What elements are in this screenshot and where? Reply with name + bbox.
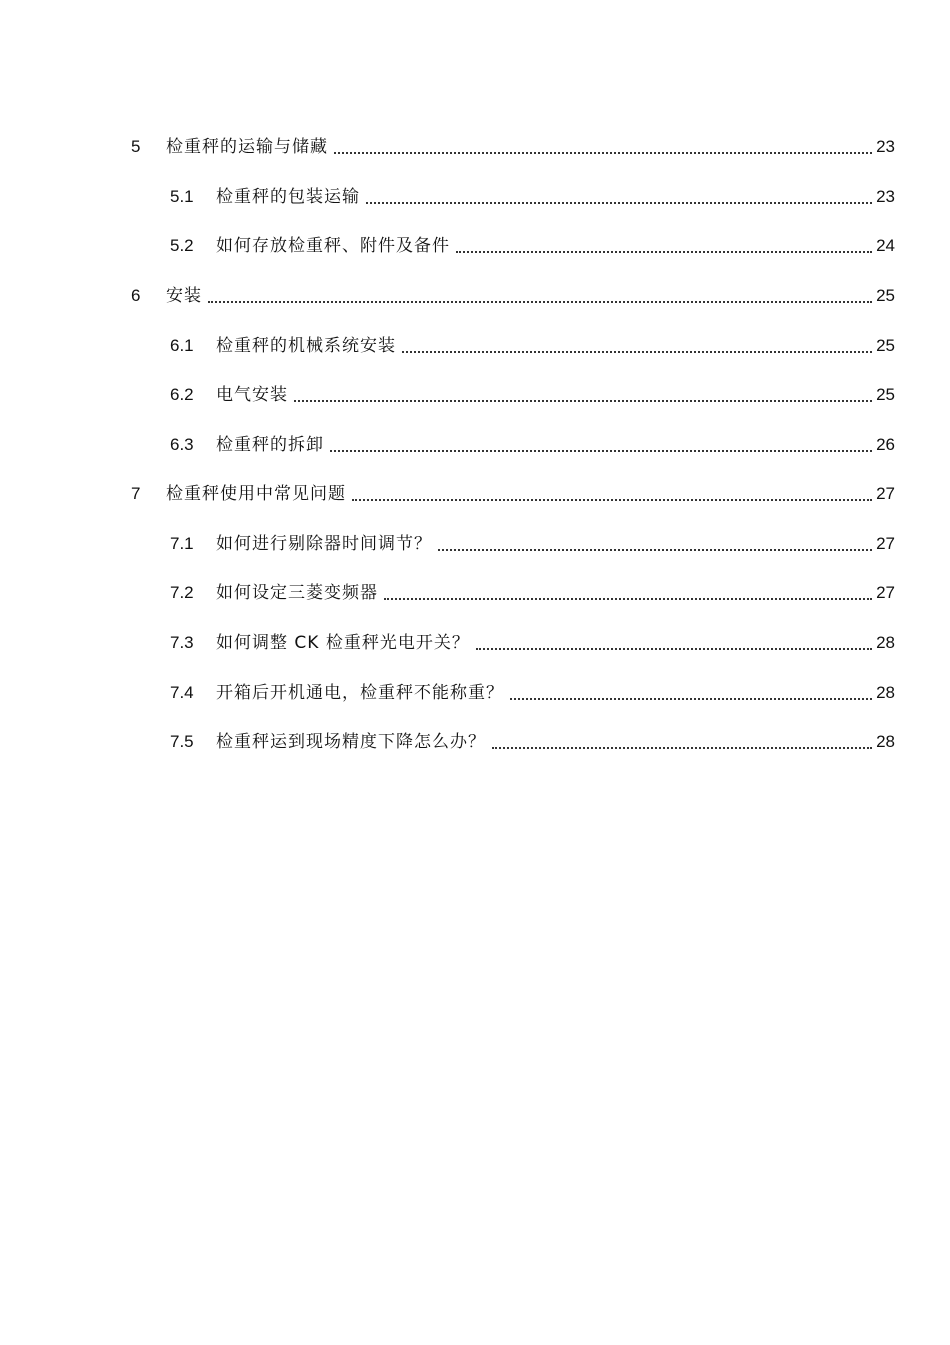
- toc-entry-page: 25: [876, 336, 895, 355]
- toc-entry-page: 28: [876, 683, 895, 702]
- toc-entry[interactable]: [170, 185, 895, 209]
- toc-dot-leader: [294, 400, 872, 402]
- toc-entry-title: 开箱后开机通电，检重秤不能称重？: [216, 683, 504, 703]
- toc-entry-title: 检重秤运到现场精度下降怎么办？: [216, 732, 486, 752]
- toc-dot-leader: [208, 301, 872, 303]
- toc-entry-number: 6: [131, 286, 141, 305]
- toc-entry-number: 5: [131, 137, 141, 156]
- toc-dot-leader: [366, 202, 872, 204]
- toc-entry-number: 5.2: [170, 236, 194, 255]
- toc-entry-number: 6.3: [170, 435, 194, 454]
- toc-dot-leader: [492, 747, 872, 749]
- toc-entry-page: 23: [876, 187, 895, 206]
- toc-entry[interactable]: [170, 532, 895, 556]
- toc-entry-title: 安装: [166, 286, 202, 306]
- toc-dot-leader: [476, 648, 872, 650]
- toc-dot-leader: [510, 698, 872, 700]
- toc-entry-title: 检重秤使用中常见问题: [166, 484, 346, 504]
- toc-entry-page: 25: [876, 286, 895, 305]
- toc-entry[interactable]: [170, 234, 895, 258]
- toc-entry-page: 27: [876, 484, 895, 503]
- toc-entry-number: 7.4: [170, 683, 194, 702]
- toc-entry-page: 28: [876, 633, 895, 652]
- toc-entry[interactable]: [170, 383, 895, 407]
- toc-entry[interactable]: [131, 135, 895, 159]
- toc-entry-number: 7: [131, 484, 141, 503]
- toc-entry-page: 27: [876, 583, 895, 602]
- toc-dot-leader: [384, 598, 872, 600]
- toc-entry-title: 如何进行剔除器时间调节？: [216, 534, 432, 554]
- toc-entry-title: 电气安装: [216, 385, 288, 405]
- toc-entry[interactable]: [170, 730, 895, 754]
- toc-dot-leader: [334, 152, 872, 154]
- toc-entry-title: 如何存放检重秤、附件及备件: [216, 236, 450, 256]
- toc-entry-page: 26: [876, 435, 895, 454]
- toc-entry-number: 6.1: [170, 336, 194, 355]
- toc-entry-number: 5.1: [170, 187, 194, 206]
- toc-entry-number: 6.2: [170, 385, 194, 404]
- toc-entry[interactable]: [131, 284, 895, 308]
- toc-dot-leader: [352, 499, 872, 501]
- toc-dot-leader: [402, 351, 872, 353]
- toc-entry-title: 检重秤的拆卸: [216, 435, 324, 455]
- toc-entry-page: 23: [876, 137, 895, 156]
- toc-entry[interactable]: [131, 482, 895, 506]
- toc-entry-number: 7.2: [170, 583, 194, 602]
- toc-entry-page: 28: [876, 732, 895, 751]
- toc-entry-number: 7.1: [170, 534, 194, 553]
- toc-entry-title: 如何调整 CK 检重秤光电开关？: [216, 633, 470, 653]
- toc-entry-title: 检重秤的运输与储藏: [166, 137, 328, 157]
- toc-entry-number: 7.5: [170, 732, 194, 751]
- toc-entry-page: 27: [876, 534, 895, 553]
- toc-entry-title: 如何设定三菱变频器: [216, 583, 378, 603]
- toc-dot-leader: [456, 251, 872, 253]
- toc-entry-title: 检重秤的机械系统安装: [216, 336, 396, 356]
- toc-entry[interactable]: [170, 433, 895, 457]
- toc-entry-number: 7.3: [170, 633, 194, 652]
- toc-entry[interactable]: [170, 681, 895, 705]
- toc-entry[interactable]: [170, 334, 895, 358]
- toc-dot-leader: [438, 549, 872, 551]
- toc-entry[interactable]: [170, 581, 895, 605]
- toc-entry[interactable]: [170, 631, 895, 655]
- toc-entry-title: 检重秤的包装运输: [216, 187, 360, 207]
- toc-entry-page: 25: [876, 385, 895, 404]
- toc-entry-page: 24: [876, 236, 895, 255]
- toc-dot-leader: [330, 450, 872, 452]
